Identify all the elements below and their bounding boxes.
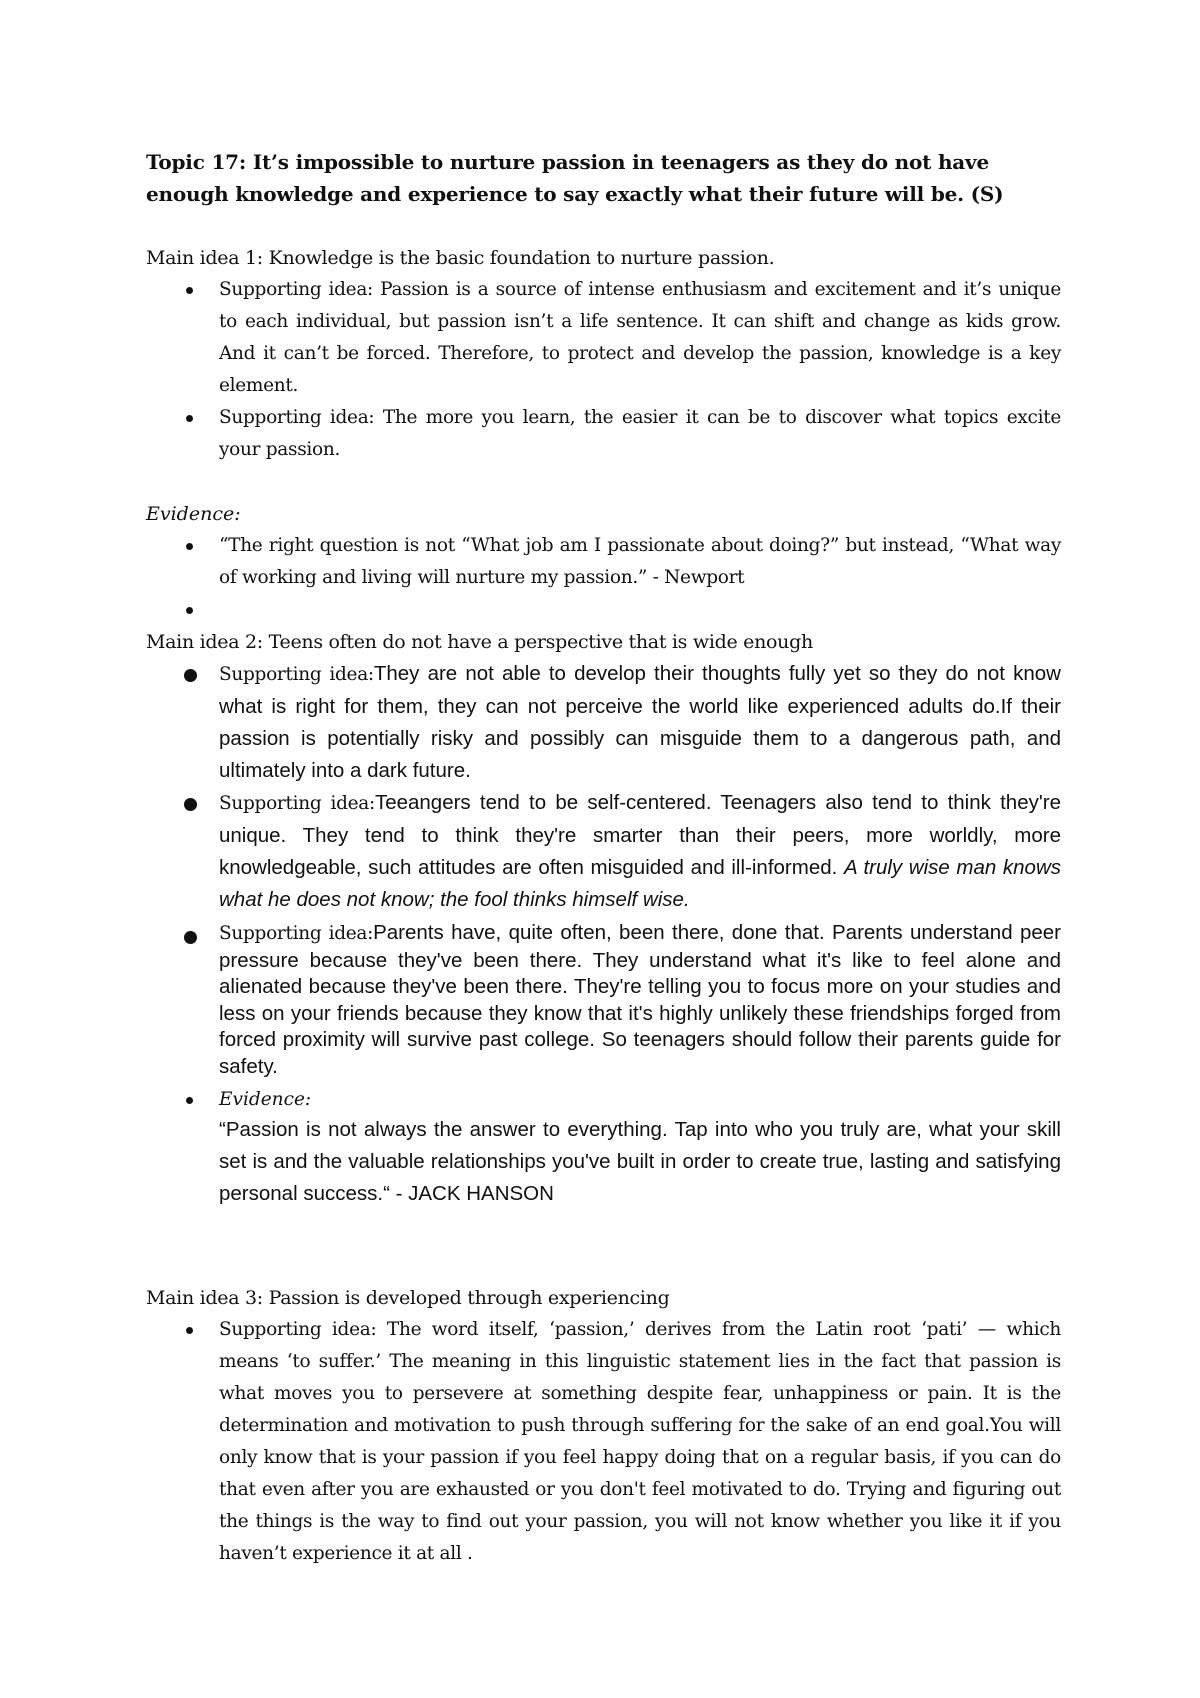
empty-list-item [146,594,1061,626]
supporting-idea-text: They are not able to develop their thoughts fully yet so they do not know what is right for them, they can not perceive the world like experienced adults do.If their passion is potentially risky and possibly can misguide them to a dangerous path, and ultimately into a dark future. [219,662,1061,782]
supporting-idea-text: Parents have, quite often, been there, done that. Parents understand peer pressure because they've been there. They understand what it's like to feel alone and alienated because they've been there. They're telling you to focus more on your studies and less on your friends because they know that it's highly unlikely these friendships forged from forced proximity will survive past college. So teenagers should follow their parents guide for safety. [219,921,1061,1078]
spacer [146,466,1061,498]
bullet-icon [184,798,197,811]
main-idea-1-list [146,274,1061,466]
evidence-list [146,530,1061,626]
evidence-quote: “The right question is not “What job am I passionate about doing?” but instead, “What way of working and living will nurture my passion.” - Newport [219,535,1061,588]
supporting-idea-label: Supporting idea: [219,923,374,944]
bullet-icon [186,607,193,614]
main-idea-3-heading: Main idea 3: Passion is developed through experiencing [146,1286,670,1309]
main-idea-3-list [146,1314,1061,1570]
list-item [146,658,1061,787]
bullet-icon [186,415,193,422]
main-idea-2-list [146,658,1061,1210]
list-item [146,274,1061,402]
evidence-label: Evidence: [146,503,241,525]
main-idea-2-heading: Main idea 2: Teens often do not have a perspective that is wide enough [146,631,813,653]
list-item [146,402,1061,466]
list-item [146,1314,1061,1570]
evidence-label: Evidence: [219,1089,312,1110]
list-item [146,1086,1061,1210]
spacer [146,1216,1061,1282]
main-idea-1-heading: Main idea 1: Knowledge is the basic foundation to nurture passion. [146,247,775,269]
bullet-icon [186,543,193,550]
topic-title: Topic 17: It’s impossible to nurture passion in teenagers as they do not have enough knowledge and experience to say exactly what their future will be. (S) [146,150,1004,206]
bullet-icon [186,1097,193,1104]
spacer [146,210,1061,242]
evidence-quote: “Passion is not always the answer to everything. Tap into who you truly are, what your skill set is and the valuable relationships you've built in order to create true, lasting and satisfying personal success.“ - JACK HANSON [219,1117,1061,1205]
supporting-idea-text: Teeangers tend to be self-centered. Teenagers also tend to think they're unique. They tend to think they're smarter than their peers, more worldly, more knowledgeable, such attitudes are often misguided and ill-informed. [219,791,1061,879]
supporting-idea-label: Supporting idea: [219,664,374,685]
bullet-icon [184,669,197,682]
bullet-icon [186,287,193,294]
list-item [146,920,1061,1080]
document-body [146,146,1061,1570]
list-item [146,530,1061,594]
bullet-icon [186,1327,193,1334]
supporting-idea-text: Supporting idea: The more you learn, the easier it can be to discover what topics excite your passion. [219,407,1061,460]
italic-quote: A truly wise man knows what he does not know; the fool thinks himself wise. [219,856,1061,911]
bullet-icon [184,931,197,944]
list-item [146,787,1061,916]
supporting-idea-text: Supporting idea: Passion is a source of intense enthusiasm and excitement and it’s unique to each individual, but passion isn’t a life sentence. It can shift and change as kids grow. And it can’t be forced. Therefore, to protect and develop the passion, knowledge is a key element. [219,279,1061,396]
supporting-idea-label: Supporting idea: [219,793,375,814]
supporting-idea-text: Supporting idea: The word itself, ‘passion,’ derives from the Latin root ‘pati’ — which means ‘to suffer.’ The meaning in this linguistic statement lies in the fact that passion is what moves you to persevere at something despite fear, unhappiness or pain. It is the determination and motivation to push through suffering for the sake of an end goal.You will only know that is your passion if you feel happy doing that on a regular basis, if you can do that even after you are exhausted or you don't feel motivated to do. Trying and figuring out the things is the way to find out your passion, you will not know whether you like it if you haven’t experience it at all . [219,1318,1061,1564]
